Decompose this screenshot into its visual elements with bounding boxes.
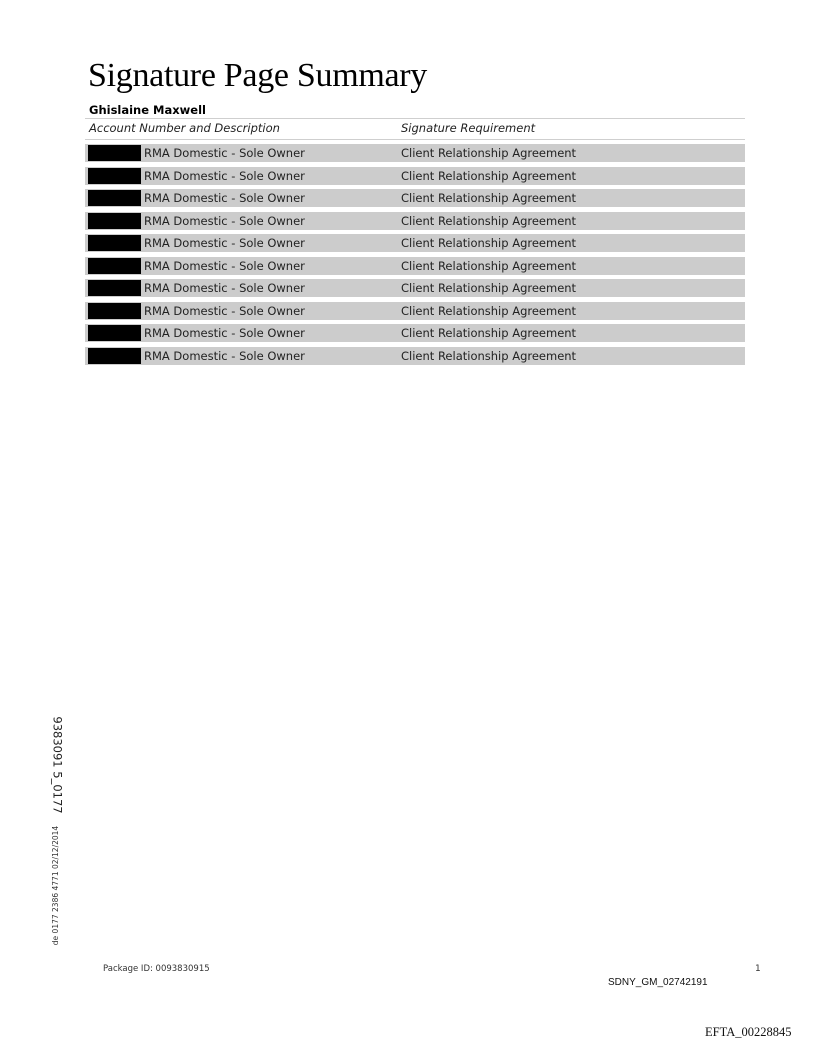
account-description: RMA Domestic - Sole Owner <box>144 281 305 295</box>
account-description: RMA Domestic - Sole Owner <box>144 168 305 183</box>
signature-requirement: Client Relationship Agreement <box>401 146 577 160</box>
redaction-block <box>88 235 141 251</box>
redaction-block <box>88 303 141 319</box>
side-document-id <box>50 716 66 814</box>
table-row <box>85 234 745 252</box>
table-row <box>85 324 745 342</box>
redaction-block <box>88 280 141 296</box>
redaction-block <box>88 213 141 229</box>
account-description: RMA Domestic - Sole Owner <box>144 303 305 318</box>
efta-number: EFTA_00228845 <box>705 1025 792 1039</box>
package-id: Package ID: 0093830915 <box>103 964 210 974</box>
table-row <box>85 279 745 297</box>
signature-requirement: Client Relationship Agreement <box>401 236 577 250</box>
table-row <box>85 257 745 275</box>
redaction-block <box>88 258 141 274</box>
signature-requirement: Client Relationship Agreement <box>401 326 577 340</box>
side-form-code-text: de 0177 2386 4771 02/12/2014 <box>51 825 61 945</box>
bates-number: SDNY_GM_02742191 <box>608 977 708 988</box>
table-row <box>85 302 745 320</box>
account-description: RMA Domestic - Sole Owner <box>144 213 305 228</box>
redaction-block <box>88 190 141 206</box>
signature-requirement: Client Relationship Agreement <box>401 258 577 273</box>
redaction-block <box>88 348 141 364</box>
column-header-requirement: Signature Requirement <box>401 121 536 135</box>
column-header-account: Account Number and Description <box>89 121 280 135</box>
page-title: Signature Page Summary <box>88 57 428 94</box>
redaction-block <box>88 325 141 341</box>
account-description: RMA Domestic - Sole Owner <box>144 348 305 363</box>
table-row <box>85 144 745 162</box>
signature-table <box>85 144 745 369</box>
client-name: Ghislaine Maxwell <box>89 103 206 117</box>
account-description: RMA Domestic - Sole Owner <box>144 146 305 160</box>
page-number: 1 <box>755 964 761 974</box>
signature-requirement: Client Relationship Agreement <box>401 281 577 295</box>
signature-requirement: Client Relationship Agreement <box>401 303 577 318</box>
table-row <box>85 167 745 185</box>
signature-requirement: Client Relationship Agreement <box>401 168 577 183</box>
account-description: RMA Domestic - Sole Owner <box>144 236 305 250</box>
signature-requirement: Client Relationship Agreement <box>401 191 577 205</box>
redaction-block <box>88 145 141 161</box>
redaction-block <box>88 168 141 184</box>
account-description: RMA Domestic - Sole Owner <box>144 191 305 205</box>
table-row <box>85 212 745 230</box>
table-row <box>85 189 745 207</box>
side-document-id-text: 9383091 5_0177 <box>51 716 65 814</box>
signature-requirement: Client Relationship Agreement <box>401 348 577 363</box>
side-form-code <box>50 826 62 944</box>
account-description: RMA Domestic - Sole Owner <box>144 258 305 273</box>
header-rule-bottom <box>85 139 745 140</box>
account-description: RMA Domestic - Sole Owner <box>144 326 305 340</box>
signature-requirement: Client Relationship Agreement <box>401 213 577 228</box>
header-rule-top <box>85 118 745 119</box>
table-row <box>85 347 745 365</box>
